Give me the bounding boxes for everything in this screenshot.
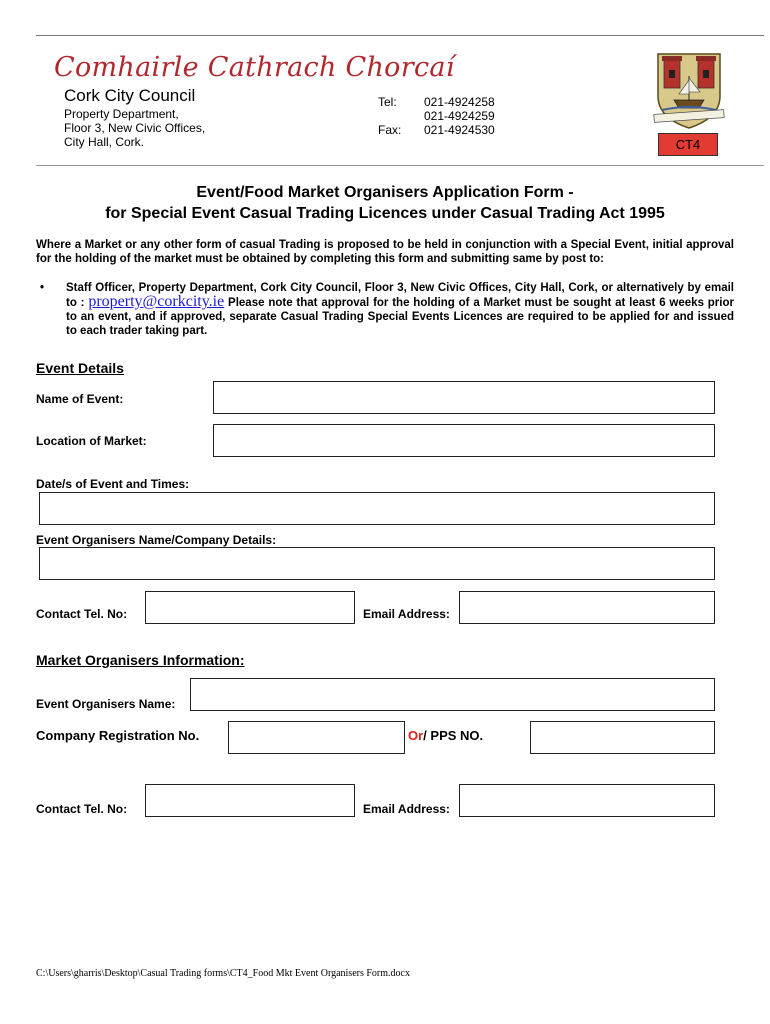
email-address-label: Email Address:: [363, 607, 450, 621]
market-email-field[interactable]: [459, 784, 715, 817]
organisers-details-field[interactable]: [39, 547, 715, 580]
address-line: City Hall, Cork.: [64, 135, 145, 149]
form-title: [36, 182, 734, 224]
tel-number: 021-4924259: [424, 109, 495, 123]
pps-label: / PPS NO.: [423, 728, 484, 743]
irish-council-name: Comhairle Cathrach Chorcaí: [54, 52, 455, 83]
form-code-badge: CT4: [658, 133, 718, 156]
form-title-line-1: Event/Food Market Organisers Application Form -: [196, 184, 574, 201]
phone-numbers: [424, 95, 495, 137]
fax-label: Fax:: [378, 123, 402, 137]
organisers-name-label: Event Organisers Name:: [36, 697, 176, 711]
market-contact-tel-field[interactable]: [145, 784, 355, 817]
fax-number: 021-4924530: [424, 123, 495, 137]
market-info-heading: Market Organisers Information:: [36, 652, 245, 668]
company-reg-label: Company Registration No.: [36, 728, 200, 743]
crest-icon: [652, 52, 726, 132]
file-path-footer: C:\Users\gharris\Desktop\Casual Trading forms\CT4_Food Mkt Event Organisers Form.docx: [36, 968, 410, 979]
organisers-details-label: Event Organisers Name/Company Details:: [36, 533, 277, 547]
pps-field[interactable]: [530, 721, 715, 754]
email-link[interactable]: property@corkcity.ie: [88, 293, 225, 310]
event-details-heading: Event Details: [36, 360, 124, 376]
contact-tel-field[interactable]: [145, 591, 355, 624]
event-name-field[interactable]: [213, 381, 715, 414]
market-location-field[interactable]: [213, 424, 715, 457]
company-reg-field[interactable]: [228, 721, 405, 754]
tel-label: Tel:: [378, 95, 397, 109]
intro-paragraph: Where a Market or any other form of casual Trading is proposed to be held in conjunction with a Special Event, initial approval for the holding of the market must be obtained by completing this form and submitting same by post to:: [36, 239, 734, 265]
market-contact-tel-label: Contact Tel. No:: [36, 802, 128, 816]
bullet-icon: •: [40, 282, 45, 294]
tel-number: 021-4924258: [424, 95, 495, 109]
bullet-text-before: Staff Officer, Property Department, Cork City Council, Floor 3, New Civic Offices, City Hall, Cork, or alternatively by email to :: [66, 282, 734, 309]
market-email-label: Email Address:: [363, 802, 450, 816]
contact-tel-label: Contact Tel. No:: [36, 607, 128, 621]
address-line: Floor 3, New Civic Offices,: [64, 121, 206, 135]
email-address-field[interactable]: [459, 591, 715, 624]
event-dates-label: Date/s of Event and Times:: [36, 477, 190, 491]
or-label: Or: [408, 728, 424, 743]
council-address: [64, 107, 205, 149]
organisers-name-field[interactable]: [190, 678, 715, 711]
header-divider: [36, 165, 764, 166]
bullet-text: [66, 281, 734, 338]
or-pps-label: [408, 728, 483, 743]
form-title-line-2: for Special Event Casual Trading Licences under Casual Trading Act 1995: [105, 205, 665, 222]
event-name-label: Name of Event:: [36, 392, 124, 406]
event-dates-field[interactable]: [39, 492, 715, 525]
top-rule: [36, 35, 764, 36]
address-line: Property Department,: [64, 107, 179, 121]
instruction-bullet: [36, 281, 734, 338]
bullet-text-after: Please note that approval for the holding of a Market must be sought at least 6 weeks prior to an event, and if approved, separate Casual Trading Special Events Licences are required to be applied for and issued to each trader taking part.: [66, 297, 734, 337]
market-location-label: Location of Market:: [36, 434, 147, 448]
council-name: Cork City Council: [64, 86, 196, 105]
